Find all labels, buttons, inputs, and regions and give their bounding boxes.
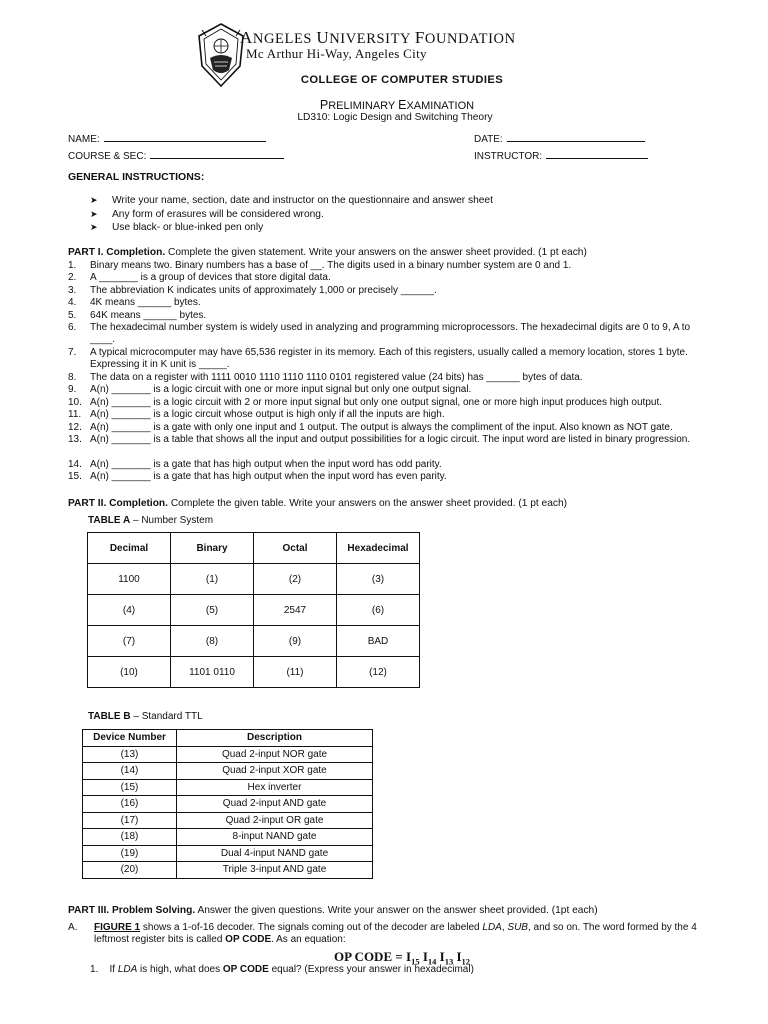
table-row: (18) 8-input NAND gate	[83, 829, 373, 846]
opcode-equation: OP CODE = $I_{15}$ $I_{14}$ $I_{13}$ $I_{12}$	[333, 949, 471, 967]
number-system-table	[87, 532, 420, 688]
arrow-bullet-icon: ➤	[90, 195, 98, 205]
table-row: (19) Dual 4-input NAND gate	[83, 845, 373, 862]
table-header-row: Device Number Description	[83, 730, 373, 747]
part2-heading: PART II. Completion. Complete the given table. Write your answers on the answer sheet provided. (1 pt each)	[68, 498, 568, 509]
exam-title: PRELIMINARY EXAMINATION	[319, 98, 475, 112]
part3-question-1: 1. If LDA is high, what does OP CODE equal? (Express your answer in hexadecimal)	[90, 964, 474, 975]
table-a-label: TABLE A – Number System	[88, 515, 214, 526]
list-item: ➤ Any form of erasures will be considered wrong.	[90, 208, 324, 220]
figure-reference: FIGURE 1	[94, 922, 141, 933]
university-address: Mc Arthur Hi-Way, Angeles City	[246, 46, 427, 61]
table-row: (4) (5) 2547 (6)	[88, 595, 420, 626]
table-row: (10) 1101 0110 (11) (12)	[88, 657, 420, 688]
instructions-list	[90, 194, 493, 235]
table-row: (20) Triple 3-input AND gate	[83, 862, 373, 879]
date-field[interactable]: DATE:	[474, 132, 645, 145]
instructor-field[interactable]: INSTRUCTOR:	[474, 149, 648, 162]
instructions-heading: GENERAL INSTRUCTIONS:	[68, 171, 205, 183]
table-row: (7) (8) (9) BAD	[88, 626, 420, 657]
table-row: (15) Hex inverter	[83, 779, 373, 796]
exam-page: ANGELES UNIVERSITY FOUNDATION Mc Arthur Hi-Way, Angeles City COLLEGE OF COMPUTER STUDIES PRELIMINARY EXAMINATION LD310: Logic Design and Switching Theory NAME: DATE: COURSE & SEC: INSTRUCTOR: GENERAL INSTRUCTIONS: ➤ Write your name, section, date and instructor on the questionnaire and answer sheet ➤ Any form of erasures will be considered wrong. ➤ Use black- or blue-inked pen only PART I. Completion. Complete the given statement. Write your answers on the answer sheet provided. (1 pt each) 1. Binary means two. Binary numbers has a base of __. The digits used in a binary number system are 0 and 1. 2. A _______ is a group of devices that store digital data. 3. The abbreviation K indicates units of approximately 1,000 or precisely ______. 4. 4K means ______ bytes. 5. 64K means ______ bytes. 6. The hexadecimal number system is widely used in analyzing and programming microprocessors. The hexadecimal digits are 0 to 9, A to ____. 7. A typical microcomputer may have 65,536 register in its memory. Each of this registers, usually called a memory location, stores 1 byte. Expressing it in K unit is _____. 8. The data on a register with 1111 0010 1110 1110 1110 0101 registered value (24 bits) has ______ bytes of data. 9. A(n) _______ is a logic circuit with one or more input signal but only one output signal. 10. A(n) _______ is a logic circuit with 2 or more input signal but only one output signal, one or more high input produces high output. 11. A(n) _______ is a logic circuit whose output is high only if all the inputs are high. 12. A(n) _______ is a gate with only one input and 1 output. The output is always the compliment of the input. Also known as NOT gate. 13. A(n) _______ is a table that shows all the input and output possibilities for a logic circuit. The input word are listed in binary progression. 14. A(n) _______ is a gate that has high output when the input word has odd parity. 15. A(n) _______ is a gate that has high output when the input word has even parity. PART II. Completion. Complete the given table. Write your answers on the answer sheet provided. (1 pt each) TABLE A – Number System Decimal Binary Octal Hexadecimal 1100 (1) (2) (3) (4) (5) 2547 (6) (7) (8) (9) BAD (10) 1101 0110 (11) (12) TABLE B – Standard TTL Device Number Description (13) Quad 2-input NOR gate (14) Quad 2-input XOR gate (15) Hex inverter (16) Quad 2-input AND gate (17) Quad 2-input OR gate (18) 8-input NAND gate (19) Dual 4-input NAND gate (20) Triple 3-input AND gate PART III. Problem Solving. Answer the given questions. Write your answer on the answer sheet provided. (1pt each) A. FIGURE 1 shows a 1-of-16 decoder. The signals coming out of the decoder are labeled LDA, SUB, and so on. The word formed by the 4 leftmost register bits is called OP CODE. As an equation: OP CODE = $I_{15}$ $I_{14}$ $I_{13}$ $I_{12}$ 1. If LDA is high, what does OP CODE equal? (Express your answer in hexadecimal)	[0, 0, 768, 1024]
table-row: (17) Quad 2-input OR gate	[83, 812, 373, 829]
list-item: ➤ Write your name, section, date and instructor on the questionnaire and answer sheet	[90, 195, 493, 206]
table-b-label: TABLE B – Standard TTL	[88, 711, 203, 722]
university-name: ANGELES UNIVERSITY FOUNDATION	[240, 28, 516, 47]
arrow-bullet-icon: ➤	[90, 208, 98, 219]
standard-ttl-table	[82, 729, 373, 879]
course-title: LD310: Logic Design and Switching Theory	[297, 112, 493, 123]
college-name: COLLEGE OF COMPUTER STUDIES	[300, 74, 504, 86]
part3-heading: PART III. Problem Solving. Answer the given questions. Write your answer on the answer sheet provided. (1pt each)	[68, 905, 598, 916]
table-row: (14) Quad 2-input XOR gate	[83, 763, 373, 780]
list-item: ➤ Use black- or blue-inked pen only	[90, 222, 264, 233]
part1-heading: PART I. Completion. Complete the given statement. Write your answers on the answer sheet provided. (1 pt each)	[68, 247, 587, 258]
arrow-bullet-icon: ➤	[90, 222, 98, 232]
table-row: 1100 (1) (2) (3)	[88, 564, 420, 595]
name-field[interactable]: NAME:	[68, 132, 266, 145]
course-sec-field[interactable]: COURSE & SEC:	[68, 149, 284, 162]
table-header-row: Decimal Binary Octal Hexadecimal	[88, 533, 420, 564]
table-row: (13) Quad 2-input NOR gate	[83, 746, 373, 763]
table-row: (16) Quad 2-input AND gate	[83, 796, 373, 813]
